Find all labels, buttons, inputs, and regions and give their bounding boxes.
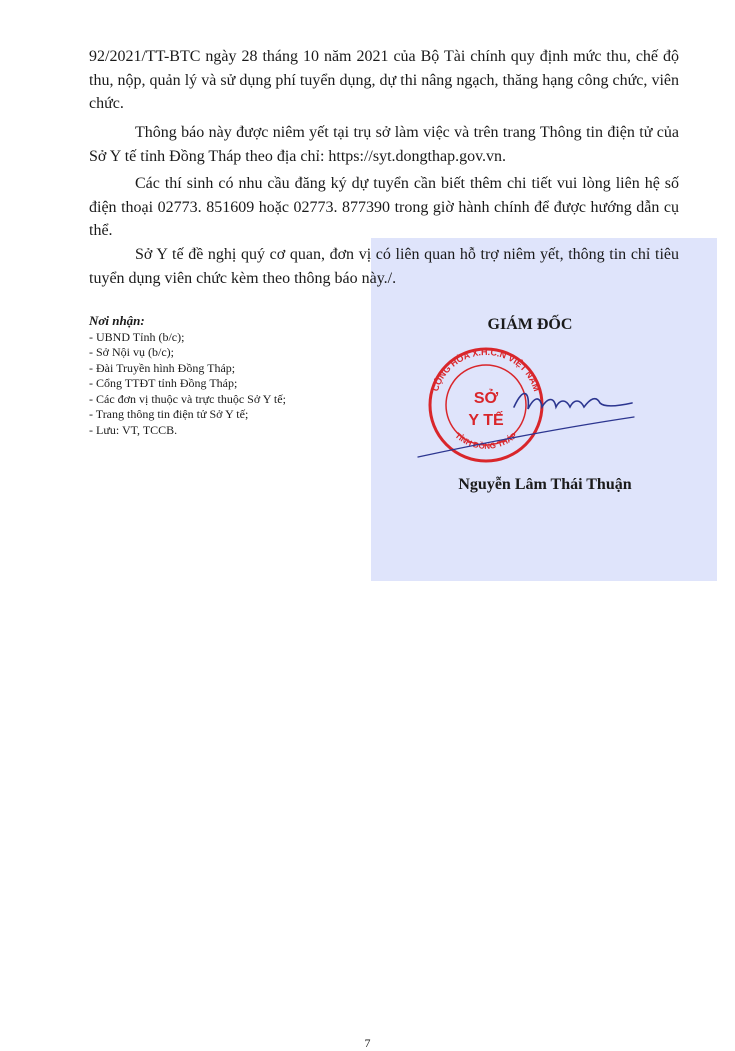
recipient-item: - UBND Tỉnh (b/c);	[89, 329, 185, 344]
official-stamp	[414, 345, 674, 465]
recipients-list	[89, 330, 369, 439]
handwritten-signature	[514, 394, 632, 409]
recipient-item: - Các đơn vị thuộc và trực thuộc Sở Y tế;	[89, 391, 286, 406]
stamp-center-line1: SỞ	[473, 390, 499, 407]
page-number: 7	[364, 1036, 371, 1050]
recipient-item: - Cổng TTĐT tỉnh Đồng Tháp;	[89, 376, 238, 390]
recipient-item: - Lưu: VT, TCCB.	[89, 422, 178, 437]
recipients-block	[89, 313, 369, 438]
recipients-heading: Nơi nhận:	[89, 313, 145, 328]
stamp-bottom-text: TỈNH ĐỒNG THÁP	[453, 430, 519, 451]
paragraph-contact-info: Các thí sinh có nhu cầu đăng ký dự tuyển cần biết thêm chi tiết vui lòng liên hệ số điện thoại 02773. 851609 hoặc 02773. 877390 trong giờ hành chính để được hướng dẫn cụ thể.	[89, 175, 679, 239]
recipient-item: - Trang thông tin điện tử Sở Y tế;	[89, 407, 249, 421]
paragraph-request: Sở Y tế đề nghị quý cơ quan, đơn vị có liên quan hỗ trợ niêm yết, thông tin chỉ tiêu tuyển dụng viên chức kèm theo thông báo này./.	[89, 246, 679, 287]
stamp-center-line2: Y TẾ	[468, 412, 504, 429]
signature-title: GIÁM ĐỐC	[487, 316, 573, 333]
recipient-item: - Đài Truyền hình Đồng Tháp;	[89, 360, 236, 375]
stamp-ring-text: CỘNG HÒA X.H.C.N VIỆT NAM	[430, 346, 542, 393]
signer-name: Nguyễn Lâm Thái Thuận	[458, 476, 632, 493]
paragraph-fee-regulation: 92/2021/TT-BTC ngày 28 tháng 10 năm 2021 của Bộ Tài chính quy định mức thu, chế độ thu, nộp, quản lý và sử dụng phí tuyển dụng, dự thi nâng ngạch, thăng hạng công chức, viên chức.	[89, 48, 679, 112]
recipient-item: - Sở Nội vụ (b/c);	[89, 345, 175, 359]
paragraph-posting-notice: Thông báo này được niêm yết tại trụ sở làm việc và trên trang Thông tin điện tử của Sở Y tế tỉnh Đồng Tháp theo địa chỉ: https://syt.dongthap.gov.vn.	[89, 124, 679, 165]
